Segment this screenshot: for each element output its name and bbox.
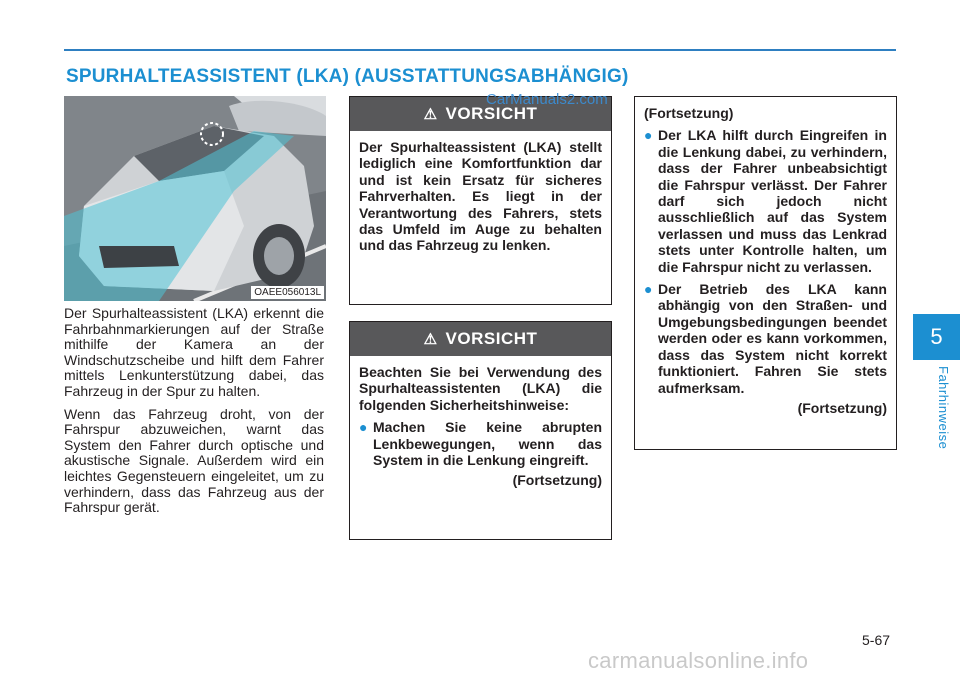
watermark-footer: carmanualsonline.info	[588, 648, 809, 673]
caution-bullet-3-2: ● Der Betrieb des LKA kann abhängig von den Straßen- und Umgebungsbedingungen beendet werden oder es kann vorkommen, dass das System nicht korrekt funktioniert. Fahren Sie stets aufmerksam.	[644, 281, 887, 396]
body-text	[64, 306, 324, 523]
chapter-tab: 5	[913, 314, 960, 360]
lka-illustration	[64, 96, 326, 301]
chapter-label: Fahrhinweise	[936, 366, 951, 450]
caution-box-2	[349, 321, 612, 540]
bullet-dot-icon: ●	[359, 419, 368, 436]
body-paragraph-1: Der Spurhalteassistent (LKA) erkennt die Fahrbahnmarkierungen auf der Straße mithilfe der Kamera an der Windschutzscheibe und hilft dem Fahrer mittels Lenkunterstützung dabei, das Fahrzeug in der Spur zu halten.	[64, 305, 324, 399]
caution-text-1: Der Spurhalteassistent (LKA) stellt lediglich eine Komfortfunktion dar und ist kein Ersatz für sicheres Fahrverhalten. Es liegt in der Verantwortung des Fahrers, stets das Umfeld im Auge zu behalten und das Fahrzeug zu lenken.	[359, 139, 602, 254]
watermark-top: CarManuals2.com	[486, 91, 608, 108]
continued-label-2: (Fortsetzung)	[512, 472, 602, 489]
top-rule	[64, 49, 896, 51]
figure-code: OAEE056013L	[251, 286, 324, 299]
caution-box-1	[349, 96, 612, 305]
section-title: SPURHALTEASSISTENT (LKA) (AUSSTATTUNGSABHÄNGIG)	[66, 66, 629, 87]
caution-header-2	[350, 322, 611, 356]
caution-box-3	[634, 96, 897, 450]
caution-intro-2: Beachten Sie bei Verwendung des Spurhalteassistenten (LKA) die folgenden Sicherheitshinweise:	[359, 364, 602, 413]
caution-bullet-2-1: ● Machen Sie keine abrupten Lenkbewegungen, wenn das System in die Lenkung eingreift.	[359, 419, 602, 469]
continued-label-3: (Fortsetzung)	[797, 399, 887, 416]
bullet-dot-icon: ●	[644, 281, 653, 298]
caution-bullet-3-1: ● Der LKA hilft durch Eingreifen in die Lenkung dabei, zu verhindern, dass der Fahrer unbeabsichtigt die Fahrspur verlässt. Der Fahrer darf sich jedoch nicht ausschließlich auf das System verlassen und muss das Lenkrad stets unter Kontrolle halten, um die Fahrspur nicht zu verlassen.	[644, 127, 887, 275]
warning-triangle-icon: ⚠	[423, 106, 438, 123]
car-camera-illustration	[64, 96, 326, 301]
bullet-dot-icon: ●	[644, 127, 653, 144]
caution-heading-1: VORSICHT	[445, 104, 538, 123]
caution-heading-2: VORSICHT	[445, 329, 538, 348]
body-paragraph-2: Wenn das Fahrzeug droht, von der Fahrspur abzuweichen, warnt das System den Fahrer durch optische und akustische Signale. Außerdem wird ein leichtes Gegensteuern eingeleitet, um zu verhindern, dass das Fahrzeug aus der Fahrspur gerät.	[64, 405, 324, 516]
caution-intro-3: (Fortsetzung)	[644, 105, 734, 121]
page-number: 5-67	[862, 632, 891, 648]
warning-triangle-icon: ⚠	[423, 331, 438, 348]
